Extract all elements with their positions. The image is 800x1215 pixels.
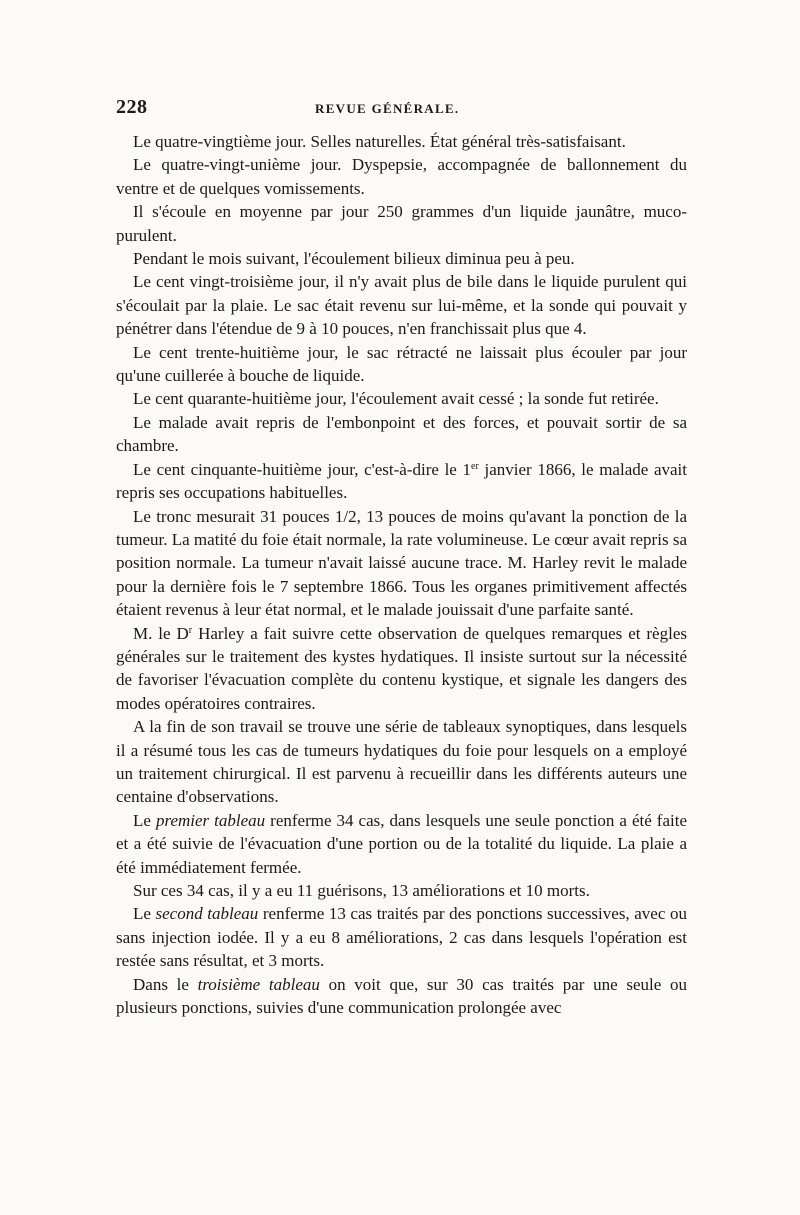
body-text: [116, 130, 687, 1019]
paragraph: Dans le troisième tableau on voit que, sur 30 cas traités par une seule ou plusieurs ponctions, suivies d'une communication prolongée avec: [116, 974, 687, 1018]
paragraph: Le cent vingt-troisième jour, il n'y avait plus de bile dans le liquide purulent qui s'écoulait par la plaie. Le sac était revenu sur lui-même, et la sonde qui pouvait y pénétrer dans l'étendue de 9 à 10 pouces, n'en franchissait plus que 4.: [116, 272, 687, 339]
document-page: [116, 96, 687, 1019]
paragraph: M. le $D^r$ Harley a fait suivre cette observation de quelques remarques et règles générales sur le traitement des kystes hydatiques. Il insiste surtout sur la nécessité de favoriser l'évacuation complète du contenu kystique, et signale les dangers des modes opératoires contraires.: [116, 623, 687, 713]
paragraph: Pendant le mois suivant, l'écoulement bilieux diminua peu à peu.: [133, 249, 575, 269]
page-header: [116, 96, 687, 130]
paragraph: Le cent cinquante-huitième jour, c'est-à-dire le 1er janvier 1866, le malade avait repris ses occupations habituelles.: [116, 459, 687, 503]
superscript: er: [471, 460, 479, 472]
emphasis: second tableau: [155, 904, 259, 924]
emphasis: troisième tableau: [197, 974, 320, 994]
paragraph: Le cent quarante-huitième jour, l'écoulement avait cessé ; la sonde fut retirée.: [133, 389, 659, 409]
paragraph: Le tronc mesurait 31 pouces 1/2, 13 pouces de moins qu'avant la ponction de la tumeur. La matité du foie était normale, la rate volumineuse. Le cœur avait repris sa position normale. La tumeur n'avait laissé aucune trace. M. Harley revit le malade pour la dernière fois le 7 septembre 1866. Tous les organes primitivement affectés étaient revenus à leur état normal, et le malade jouissait d'une parfaite santé.: [116, 506, 687, 620]
paragraph: Sur ces 34 cas, il y a eu 11 guérisons, 13 améliorations et 10 morts.: [133, 881, 590, 900]
paragraph: A la fin de son travail se trouve une série de tableaux synoptiques, dans lesquels il a résumé tous les cas de tumeurs hydatiques du foie pour lesquels on a employé un traitement chirurgical. Il est parvenu à recueillir dans les différents auteurs une centaine d'observations.: [116, 717, 687, 807]
paragraph: Le premier tableau renferme 34 cas, dans lesquels une seule ponction a été faite et a été suivie de l'évacuation d'une portion ou de la totalité du liquide. La plaie a été immédiatement fermée.: [116, 810, 688, 877]
running-title: REVUE GÉNÉRALE.: [315, 101, 460, 116]
superscript: r: [188, 624, 193, 636]
paragraph: Le second tableau renferme 13 cas traités par des ponctions successives, avec ou sans injection iodée. Il y a eu 8 améliorations, 2 cas dans lesquels l'opération est restée sans résultat, et 3 morts.: [116, 904, 687, 971]
paragraph: Le malade avait repris de l'embonpoint et des forces, et pouvait sortir de sa chambre.: [116, 412, 687, 456]
paragraph: Le quatre-vingt-unième jour. Dyspepsie, accompagnée de ballonnement du ventre et de quelques vomissements.: [116, 155, 687, 198]
paragraph: Le cent trente-huitième jour, le sac rétracté ne laissait plus écouler par jour qu'une cuillerée à bouche de liquide.: [116, 342, 687, 386]
page-number: 228: [116, 96, 148, 118]
paragraph: Le quatre-vingtième jour. Selles naturelles. État général très-satisfaisant.: [133, 132, 626, 151]
paragraph: Il s'écoule en moyenne par jour 250 grammes d'un liquide jaunâtre, muco-purulent.: [116, 202, 687, 245]
emphasis: premier tableau: [155, 810, 266, 830]
